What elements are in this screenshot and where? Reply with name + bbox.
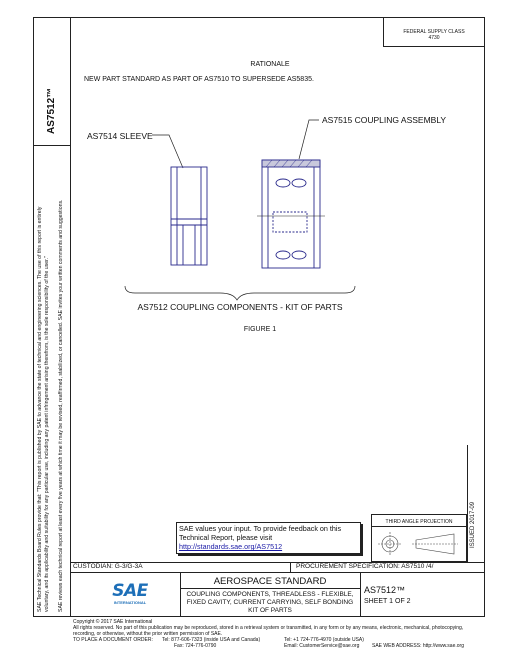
sleeve-leader-line (152, 135, 183, 168)
procurement-text: PROCUREMENT SPECIFICATION: AS7510 /4/ (296, 563, 434, 570)
figure-drawing (70, 100, 470, 315)
projection-divider (371, 526, 467, 527)
sae-logo-mark: SAE (112, 581, 148, 601)
kit-label: AS7512 COUPLING COMPONENTS - KIT OF PARTS (137, 302, 343, 312)
title-line1: COUPLING COMPONENTS, THREADLESS - FLEXIBLE, (186, 591, 354, 598)
rationale-title: RATIONALE (250, 61, 290, 68)
side-notice-line3: SAE reviews each technical report at least every five years at which time it may be revised, reaffirmed, stabilized, or cancelled. SAE invites your written comments and suggestions. (58, 199, 64, 612)
coupling-leader-line (299, 120, 319, 159)
title-block-type-divider (180, 588, 360, 589)
coupling-part (257, 160, 325, 268)
custodian-text: CUSTODIAN: G-3/G-3A (73, 563, 143, 570)
side-doc-divider (33, 145, 70, 146)
standard-type: AEROSPACE STANDARD (213, 576, 327, 587)
title-line3: KIT OF PARTS (248, 607, 292, 614)
side-doc-number: AS7512™ (46, 87, 57, 134)
title-block-number-divider (360, 572, 361, 617)
footer-fax: Fax: 724-776-0790 (174, 643, 217, 649)
footer-tel-outside: Tel: +1 724-776-4970 (outside USA) (284, 637, 364, 643)
side-notice-line1: SAE Technical Standards Board Rules provide that: "This report is published by SAE to advance the state of technical and engineering sciences. The use of this report is entirely (37, 206, 43, 612)
custodian-row-bottom (70, 572, 485, 573)
kit-brace (125, 286, 355, 300)
sleeve-label: AS7514 SLEEVE (87, 131, 153, 141)
footer-email: Email: CustomerService@sae.org (284, 643, 360, 649)
sheet-number: SHEET 1 OF 2 (364, 598, 411, 605)
right-column-divider (467, 445, 468, 562)
feedback-line1: SAE values your input. To provide feedback on this (179, 524, 342, 533)
sae-logo (100, 582, 160, 612)
projection-symbol (376, 530, 464, 558)
title-line2: FIXED CAVITY, CURRENT CARRYING, SELF BONDING (186, 599, 354, 606)
federal-supply-class-label: FEDERAL SUPPLY CLASS (403, 29, 465, 35)
title-doc-number: AS7512™ (364, 585, 406, 595)
footer-tel: Tel: 877-606-7323 (inside USA and Canada) (162, 637, 261, 643)
custodian-divider (290, 562, 291, 572)
rationale-text: NEW PART STANDARD AS PART OF AS7510 TO SUPERSEDE AS5835. (84, 76, 314, 83)
projection-label: THIRD ANGLE PROJECTION (385, 519, 453, 525)
figure-caption: FIGURE 1 (243, 326, 277, 333)
coupling-label: AS7515 COUPLING ASSEMBLY (322, 115, 447, 125)
footer-order-label: TO PLACE A DOCUMENT ORDER: (73, 637, 153, 643)
sae-logo-sub: INTERNATIONAL (113, 600, 147, 605)
footer-web: SAE WEB ADDRESS: http://www.sae.org (372, 643, 464, 649)
feedback-link[interactable]: http://standards.sae.org/AS7512 (179, 542, 283, 551)
footer-rights-line2: recording, or otherwise, without the prior written permission of SAE. (73, 631, 223, 637)
issued-date: ISSUED 2017-09 (470, 501, 476, 548)
federal-supply-class-value: 4730 (428, 35, 440, 41)
footer-copyright: Copyright © 2017 SAE International (73, 619, 153, 625)
side-notice-line2: voluntary, and its applicability and suitability for any particular use, including any patent infringement arising therefrom, is the sole responsibility of the user." (44, 256, 50, 612)
footer-rights-line1: All rights reserved. No part of this publication may be reproduced, stored in a retrieval system or transmitted, in any form or by any means, electronic, mechanical, photocopying, (73, 625, 464, 631)
sleeve-part (171, 167, 207, 265)
feedback-line2: Technical Report, please visit (179, 533, 273, 542)
